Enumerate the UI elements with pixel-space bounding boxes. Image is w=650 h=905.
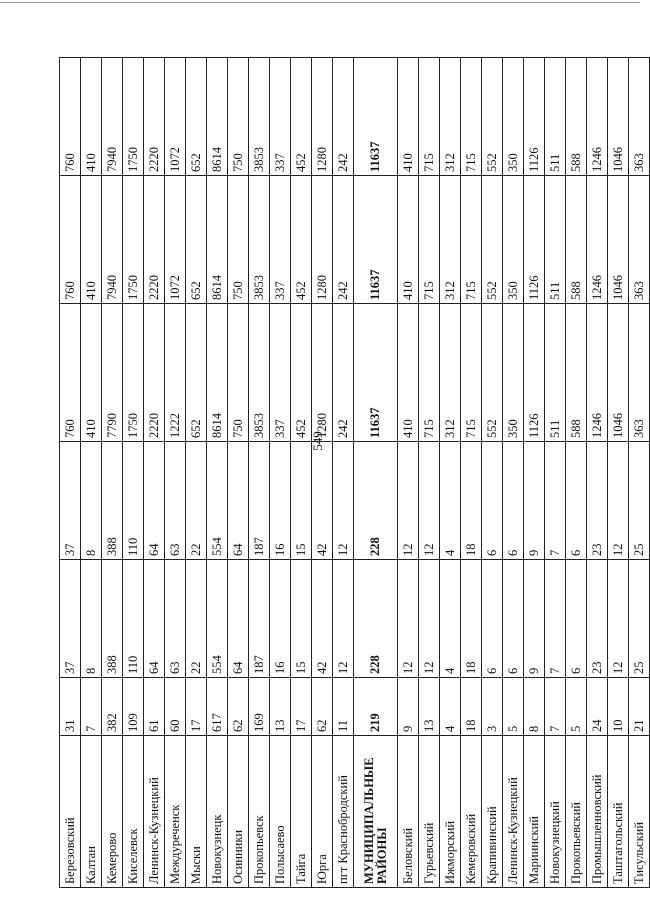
- cell: 511: [545, 176, 566, 304]
- cell: 410: [81, 58, 102, 176]
- row-name: Киселевск: [123, 736, 144, 888]
- cell: 410: [81, 304, 102, 442]
- row-name: Юрга: [312, 736, 333, 888]
- cell: 11637: [354, 176, 398, 304]
- cell: 7: [545, 442, 566, 560]
- cell: 109: [123, 678, 144, 736]
- cell: 410: [398, 176, 419, 304]
- cell: 18: [461, 678, 482, 736]
- cell: 4: [440, 560, 461, 678]
- cell: 23: [587, 442, 608, 560]
- cell: 750: [228, 176, 249, 304]
- cell: 42: [312, 560, 333, 678]
- cell: 3: [482, 678, 503, 736]
- table-row: [165, 58, 186, 888]
- cell: 64: [228, 560, 249, 678]
- cell: 23: [587, 560, 608, 678]
- cell: 24: [587, 678, 608, 736]
- cell: 5: [503, 678, 524, 736]
- cell: 61: [144, 678, 165, 736]
- table-row: [566, 58, 587, 888]
- cell: 1126: [524, 304, 545, 442]
- row-name: Крапивинский: [482, 736, 503, 888]
- table-row: [482, 58, 503, 888]
- cell: 388: [102, 560, 123, 678]
- cell: 312: [440, 176, 461, 304]
- table-row: [270, 58, 291, 888]
- cell: 715: [419, 58, 440, 176]
- cell: 63: [165, 442, 186, 560]
- cell: 1126: [524, 176, 545, 304]
- cell: 1046: [608, 176, 629, 304]
- cell: 11: [333, 678, 354, 736]
- cell: 554: [207, 442, 228, 560]
- cell: 760: [60, 304, 81, 442]
- cell: 37: [60, 442, 81, 560]
- cell: 350: [503, 176, 524, 304]
- table-row: [207, 58, 228, 888]
- cell: 8614: [207, 58, 228, 176]
- cell: 187: [249, 442, 270, 560]
- table-row: [186, 58, 207, 888]
- table-row: [291, 58, 312, 888]
- cell: 588: [566, 176, 587, 304]
- cell: 242: [333, 58, 354, 176]
- cell: 18: [461, 442, 482, 560]
- table-row: [503, 58, 524, 888]
- cell: 1750: [123, 304, 144, 442]
- cell: 3853: [249, 304, 270, 442]
- cell: 1222: [165, 304, 186, 442]
- cell: 312: [440, 58, 461, 176]
- cell: 337: [270, 304, 291, 442]
- cell: 350: [503, 304, 524, 442]
- cell: 750: [228, 304, 249, 442]
- cell: 242: [333, 176, 354, 304]
- cell: 760: [60, 176, 81, 304]
- cell: 7940: [102, 176, 123, 304]
- table-row: [228, 58, 249, 888]
- row-name: Тисульский: [629, 736, 650, 888]
- cell: 715: [419, 304, 440, 442]
- cell: 1046: [608, 58, 629, 176]
- cell: 337: [270, 58, 291, 176]
- row-name: Ленинск-Кузнецкий: [144, 736, 165, 888]
- cell: 410: [81, 176, 102, 304]
- data-table: [59, 57, 650, 888]
- cell: 6: [482, 442, 503, 560]
- cell: 7: [545, 560, 566, 678]
- cell: 8614: [207, 176, 228, 304]
- cell: 60: [165, 678, 186, 736]
- cell: 715: [461, 176, 482, 304]
- cell: 25: [629, 560, 650, 678]
- cell: 2220: [144, 58, 165, 176]
- cell: 363: [629, 304, 650, 442]
- cell: 25: [629, 442, 650, 560]
- cell: 12: [608, 442, 629, 560]
- cell: 6: [566, 560, 587, 678]
- cell: 5: [566, 678, 587, 736]
- cell: 715: [461, 304, 482, 442]
- table-row: [608, 58, 629, 888]
- cell: 760: [60, 58, 81, 176]
- row-name: Прокопьевский: [566, 736, 587, 888]
- cell: 1750: [123, 176, 144, 304]
- cell: 410: [398, 58, 419, 176]
- cell: 18: [461, 560, 482, 678]
- cell: 3853: [249, 58, 270, 176]
- cell: 9: [398, 678, 419, 736]
- cell: 12: [608, 560, 629, 678]
- cell: 617: [207, 678, 228, 736]
- scan-edge-line: [0, 2, 640, 3]
- table-row: [81, 58, 102, 888]
- row-name: Междуреченск: [165, 736, 186, 888]
- row-name: Новокузнецкий: [545, 736, 566, 888]
- cell: 552: [482, 58, 503, 176]
- cell: 2220: [144, 304, 165, 442]
- table-row: [524, 58, 545, 888]
- table-row: [312, 58, 333, 888]
- rotated-table-container: [59, 58, 646, 888]
- cell: 9: [524, 560, 545, 678]
- cell: 452: [291, 58, 312, 176]
- cell: 62: [228, 678, 249, 736]
- cell: 363: [629, 58, 650, 176]
- cell: 452: [291, 176, 312, 304]
- cell: 350: [503, 58, 524, 176]
- cell: 1126: [524, 58, 545, 176]
- row-name: Гурьевский: [419, 736, 440, 888]
- row-name: Полысаево: [270, 736, 291, 888]
- cell: 13: [419, 678, 440, 736]
- cell: 11637: [354, 304, 398, 442]
- cell: 12: [419, 560, 440, 678]
- cell: 10: [608, 678, 629, 736]
- cell: 15: [291, 560, 312, 678]
- cell: 388: [102, 442, 123, 560]
- row-name: МУНИЦИПАЛЬНЫЕ РАЙОНЫ: [354, 736, 398, 888]
- cell: 1280: [312, 176, 333, 304]
- cell: 110: [123, 560, 144, 678]
- cell: 22: [186, 560, 207, 678]
- cell: 652: [186, 176, 207, 304]
- row-name: Мыски: [186, 736, 207, 888]
- cell: 1246: [587, 58, 608, 176]
- cell: 64: [144, 560, 165, 678]
- cell: 1750: [123, 58, 144, 176]
- cell: 12: [398, 442, 419, 560]
- cell: 7: [545, 678, 566, 736]
- row-name: Кемерово: [102, 736, 123, 888]
- table-row: [440, 58, 461, 888]
- table-row: [419, 58, 440, 888]
- table-row: [333, 58, 354, 888]
- cell: 588: [566, 58, 587, 176]
- cell: 7790: [102, 304, 123, 442]
- cell: 1280: [312, 58, 333, 176]
- cell: 12: [398, 560, 419, 678]
- table-row: [545, 58, 566, 888]
- table-row: [144, 58, 165, 888]
- table-row: [587, 58, 608, 888]
- cell: 715: [419, 176, 440, 304]
- table-row: [398, 58, 419, 888]
- cell: 410: [398, 304, 419, 442]
- cell: 11637: [354, 58, 398, 176]
- cell: 6: [566, 442, 587, 560]
- cell: 228: [354, 560, 398, 678]
- cell: 169: [249, 678, 270, 736]
- cell: 1072: [165, 176, 186, 304]
- cell: 715: [461, 58, 482, 176]
- row-name: Ленинск-Кузнецкий: [503, 736, 524, 888]
- cell: 511: [545, 304, 566, 442]
- cell: 12: [333, 442, 354, 560]
- row-name: Ижморский: [440, 736, 461, 888]
- cell: 554: [207, 560, 228, 678]
- table-row: [461, 58, 482, 888]
- cell: 228: [354, 442, 398, 560]
- cell: 63: [165, 560, 186, 678]
- cell: 17: [186, 678, 207, 736]
- cell: 13: [270, 678, 291, 736]
- cell: 363: [629, 176, 650, 304]
- cell: 242: [333, 304, 354, 442]
- cell: 17: [291, 678, 312, 736]
- row-name: Мариинский: [524, 736, 545, 888]
- table-row: [249, 58, 270, 888]
- table-row: [102, 58, 123, 888]
- row-name: Новокузнецк: [207, 736, 228, 888]
- cell: 750: [228, 58, 249, 176]
- row-name: пгт Краснобродский: [333, 736, 354, 888]
- cell: 1072: [165, 58, 186, 176]
- cell: 8: [524, 678, 545, 736]
- row-name: Беловский: [398, 736, 419, 888]
- table-row: [629, 58, 650, 888]
- cell: 9: [524, 442, 545, 560]
- cell: 21: [629, 678, 650, 736]
- cell: 7940: [102, 58, 123, 176]
- cell: 37: [60, 560, 81, 678]
- row-name: Прокопьевск: [249, 736, 270, 888]
- cell: 8: [81, 442, 102, 560]
- cell: 6: [503, 560, 524, 678]
- cell: 12: [419, 442, 440, 560]
- table-body: [60, 58, 650, 888]
- cell: 382: [102, 678, 123, 736]
- cell: 7: [81, 678, 102, 736]
- cell: 16: [270, 442, 291, 560]
- cell: 42: [312, 442, 333, 560]
- cell: 1246: [587, 304, 608, 442]
- table-row: [123, 58, 144, 888]
- cell: 6: [503, 442, 524, 560]
- cell: 1280: [312, 304, 333, 442]
- row-name: Кемеровский: [461, 736, 482, 888]
- cell: 652: [186, 58, 207, 176]
- cell: 552: [482, 176, 503, 304]
- cell: 4: [440, 678, 461, 736]
- row-name: Таштагольский: [608, 736, 629, 888]
- page-number: 549: [310, 431, 325, 451]
- cell: 12: [333, 560, 354, 678]
- cell: 452: [291, 304, 312, 442]
- cell: 62: [312, 678, 333, 736]
- cell: 110: [123, 442, 144, 560]
- cell: 4: [440, 442, 461, 560]
- row-name: Осинники: [228, 736, 249, 888]
- cell: 337: [270, 176, 291, 304]
- cell: 15: [291, 442, 312, 560]
- row-name: Тайга: [291, 736, 312, 888]
- cell: 6: [482, 560, 503, 678]
- cell: 652: [186, 304, 207, 442]
- cell: 1046: [608, 304, 629, 442]
- cell: 31: [60, 678, 81, 736]
- table-row-section-total: [354, 58, 398, 888]
- cell: 22: [186, 442, 207, 560]
- cell: 588: [566, 304, 587, 442]
- cell: 511: [545, 58, 566, 176]
- row-name: Калтан: [81, 736, 102, 888]
- cell: 3853: [249, 176, 270, 304]
- cell: 8614: [207, 304, 228, 442]
- cell: 16: [270, 560, 291, 678]
- cell: 312: [440, 304, 461, 442]
- cell: 219: [354, 678, 398, 736]
- cell: 2220: [144, 176, 165, 304]
- cell: 8: [81, 560, 102, 678]
- row-name: Березовский: [60, 736, 81, 888]
- cell: 64: [144, 442, 165, 560]
- cell: 552: [482, 304, 503, 442]
- row-name: Промышленновский: [587, 736, 608, 888]
- cell: 1246: [587, 176, 608, 304]
- cell: 187: [249, 560, 270, 678]
- table-row: [60, 58, 81, 888]
- cell: 64: [228, 442, 249, 560]
